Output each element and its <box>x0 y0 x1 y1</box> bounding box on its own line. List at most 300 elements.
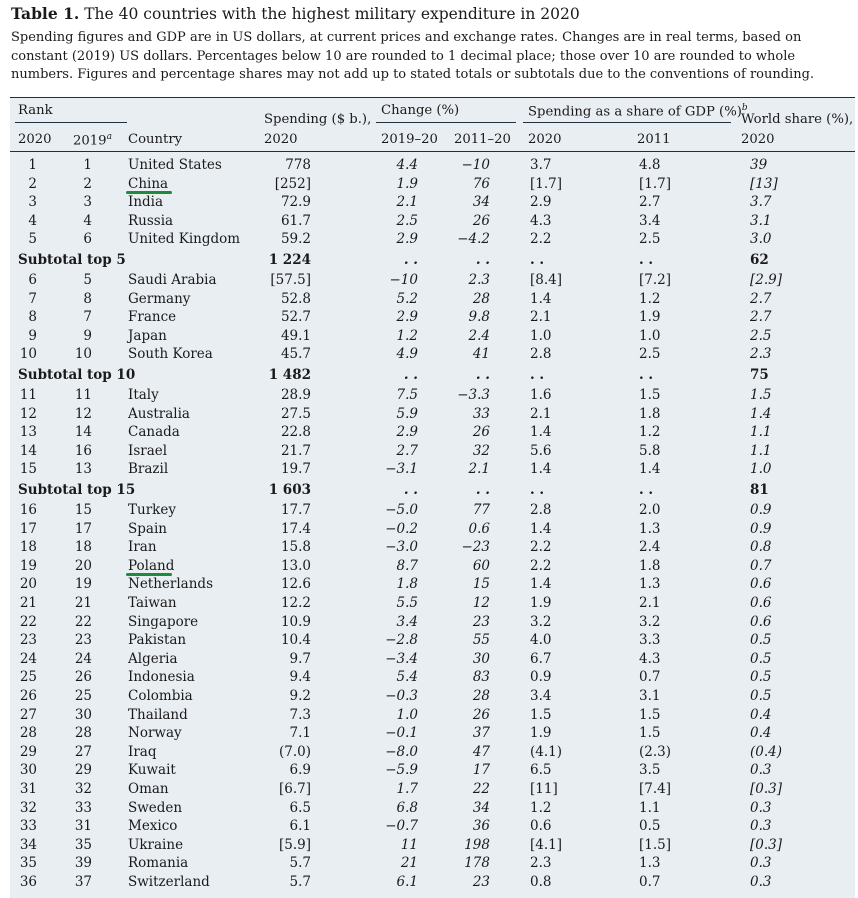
spending-cell: 7.1 <box>289 725 311 742</box>
change-header: Change (%) <box>381 103 460 118</box>
rank-2019-cell: 12 <box>74 405 92 422</box>
change-2011-20-cell: 47 <box>472 743 490 760</box>
spending-cell: 28.9 <box>280 387 311 403</box>
country-cell: Japan <box>128 327 167 344</box>
rank-2020-cell: 9 <box>28 327 37 344</box>
gdp-2020-cell: 2.3 <box>530 855 552 872</box>
spending-cell: 22.8 <box>280 424 311 441</box>
change-2011-20-cell: −10 <box>461 157 490 173</box>
change-2019-20-cell: 2.9 <box>396 309 418 326</box>
rank-2020-cell: 2 <box>28 175 37 192</box>
table-row <box>10 520 855 539</box>
spending-cell: 19.7 <box>280 461 311 478</box>
rank-2020-cell: 5 <box>28 231 37 248</box>
world-share-cell: 0.5 <box>750 632 772 649</box>
change-2019-20-cell: −0.2 <box>385 520 418 537</box>
change-2011-20-cell: −4.2 <box>457 231 490 248</box>
spending-cell: 9.2 <box>289 688 311 704</box>
change-2011-20-cell: 28 <box>472 290 490 307</box>
table-row <box>10 873 855 892</box>
country-cell: France <box>128 309 177 326</box>
table-row <box>10 650 855 669</box>
table-description: Spending figures and GDP are in US dollars, at current prices and exchange rates. Changes are in real terms, based on constant (2019) US dollars. Percentages below 10 are rounded to 1 decimal place; those over 10 are rounded to whole numbers. Figures and percentage shares may not add up to stated totals or subtotals due to the conventions of rounding. <box>11 30 815 83</box>
world-share-cell: 2.7 <box>750 290 772 307</box>
gdp-2011-cell: . . <box>639 481 654 498</box>
spending-cell: 7.3 <box>289 706 311 723</box>
table-row <box>10 836 855 855</box>
change-2011-20-cell: 23 <box>472 613 490 630</box>
gdp-2020-cell: 6.7 <box>530 650 552 667</box>
gdp-2020-cell: [1.7] <box>530 175 563 192</box>
gdp-2011-cell: 4.8 <box>639 157 661 173</box>
spending-cell: 1 224 <box>268 251 311 268</box>
country-cell: Indonesia <box>128 669 195 686</box>
rank-2020-cell: 11 <box>19 387 37 403</box>
spending-cell: 5.7 <box>289 874 311 890</box>
gdp-2020-cell: 2.2 <box>530 539 552 556</box>
change-2011-20-cell: 23 <box>472 874 490 890</box>
gdp-2011-cell: 2.0 <box>639 502 661 518</box>
world-share-cell: 75 <box>750 366 769 383</box>
gdp-2011-cell: 1.3 <box>639 520 661 537</box>
country-cell: Israel <box>128 442 168 459</box>
country-cell: United States <box>128 157 222 173</box>
world-share-cell: 2.7 <box>750 309 772 326</box>
country-cell: Spain <box>128 520 167 537</box>
change-2019-20-cell: 1.0 <box>396 706 418 723</box>
world-share-cell: 0.3 <box>750 874 772 890</box>
spending-cell: [252] <box>274 175 311 192</box>
rank-2019-cell: 11 <box>74 387 92 403</box>
spending-cell: 10.9 <box>280 613 311 630</box>
gdp-2011-cell: 1.8 <box>639 405 661 422</box>
world-share-cell: 0.3 <box>750 762 772 779</box>
rank-2019-cell: 28 <box>74 725 92 742</box>
change-2019-20-cell: 21 <box>400 855 418 872</box>
gdp-2011-cell: 1.5 <box>639 725 661 742</box>
country-cell: Saudi Arabia <box>128 272 217 288</box>
change-2011-20-cell: −23 <box>461 539 490 556</box>
country-cell: China <box>128 175 169 192</box>
gdp-2011-cell: . . <box>639 366 654 383</box>
rank-2019-cell: 31 <box>74 818 92 835</box>
subtotal-row <box>10 481 855 500</box>
country-cell: Russia <box>128 212 174 229</box>
spending-cell: 778 <box>285 157 311 173</box>
spending-cell: [57.5] <box>270 272 311 288</box>
header-rule <box>10 151 855 152</box>
spending-cell: 6.5 <box>289 799 311 816</box>
rank-2019-cell: 37 <box>74 874 92 890</box>
world-share-cell: 81 <box>750 481 769 498</box>
world-share-cell: 0.5 <box>750 669 772 686</box>
rank-2020-cell: 13 <box>19 424 37 441</box>
gdp-2011-cell: 3.2 <box>639 613 661 630</box>
rank-2019-cell: 19 <box>74 576 92 593</box>
change-2011-20-cell: 30 <box>472 650 490 667</box>
change-2019-20-cell: −5.9 <box>385 762 418 779</box>
gdp-2011-cell: 5.8 <box>639 442 661 459</box>
country-cell: Colombia <box>128 688 193 704</box>
spending-cell: 10.4 <box>280 632 311 649</box>
table-row <box>10 557 855 576</box>
rank-2020-cell: 21 <box>19 595 37 611</box>
gdp-2011-cell: 3.3 <box>639 632 661 649</box>
rank-2019-cell: 25 <box>74 688 92 704</box>
rank-2020-cell: 1 <box>28 157 37 173</box>
rank-2020-cell: 16 <box>19 502 37 518</box>
world-share-cell: 1.1 <box>750 424 772 441</box>
change-2019-20-cell: −2.8 <box>385 632 418 649</box>
rank-2019-cell: 21 <box>74 595 92 611</box>
change-2011-20-cell: . . <box>475 366 490 383</box>
change-2019-20-cell: . . <box>403 251 418 268</box>
spending-cell: 1 603 <box>268 481 311 498</box>
table-row <box>10 594 855 613</box>
change-2011-20-cell: 26 <box>472 212 490 229</box>
rank-2019-cell: 13 <box>74 461 92 478</box>
spending-cell: 9.4 <box>289 669 311 686</box>
country-cell: Norway <box>128 725 182 742</box>
table-row <box>10 724 855 743</box>
gdp-2011-cell: [1.5] <box>639 836 672 853</box>
gdp-2020-cell: 1.4 <box>530 461 552 478</box>
change-2011-20-header: 2011–20 <box>454 132 511 147</box>
rank-2019-cell: 26 <box>74 669 92 686</box>
rank-2020-cell: 3 <box>28 194 37 211</box>
table-row <box>10 442 855 461</box>
change-2019-20-cell: −3.1 <box>385 461 418 478</box>
spending-cell: 6.9 <box>289 762 311 779</box>
spending-cell: 17.7 <box>280 502 311 518</box>
world-share-cell: 0.9 <box>750 502 772 518</box>
change-2011-20-cell: . . <box>475 481 490 498</box>
table-row <box>10 631 855 650</box>
change-2011-20-cell: 34 <box>472 194 490 211</box>
change-2011-20-cell: 15 <box>472 576 490 593</box>
gdp-2020-cell: 3.7 <box>530 157 552 173</box>
change-2019-20-cell: 2.5 <box>396 212 418 229</box>
change-2011-20-cell: 28 <box>472 688 490 704</box>
gdp-2020-cell: 4.0 <box>530 632 552 649</box>
gdp-2020-cell: 2.1 <box>530 309 552 326</box>
world-share-year-header: 2020 <box>741 132 775 147</box>
gdp-2011-cell: 0.7 <box>639 669 661 686</box>
rank-2019-cell: 18 <box>74 539 92 556</box>
change-2011-20-cell: 26 <box>472 424 490 441</box>
rank-2019-cell: 24 <box>74 650 92 667</box>
country-cell: Kuwait <box>128 762 176 779</box>
rank-2019-cell: 1 <box>83 157 92 173</box>
rank-2020-cell: 14 <box>19 442 37 459</box>
world-share-cell: (0.4) <box>750 743 783 760</box>
change-2019-20-cell: 5.2 <box>396 290 418 307</box>
change-2011-20-cell: 2.4 <box>468 327 490 344</box>
gdp-2020-cell: . . <box>530 366 545 383</box>
table-row <box>10 706 855 725</box>
change-2011-20-cell: 55 <box>472 632 490 649</box>
change-2019-20-cell: −10 <box>389 272 418 288</box>
change-2011-20-cell: 36 <box>472 818 490 835</box>
change-2019-20-cell: 2.7 <box>396 442 418 459</box>
change-2019-20-cell: −3.0 <box>385 539 418 556</box>
table-row <box>10 761 855 780</box>
rank-2020-cell: 7 <box>28 290 37 307</box>
footnote-b: b <box>741 103 748 113</box>
spending-cell: 15.8 <box>280 539 311 556</box>
change-2019-20-cell: 1.7 <box>396 781 418 797</box>
country-cell: Ukraine <box>128 836 184 853</box>
table-row <box>10 575 855 594</box>
change-2011-20-cell: 17 <box>472 762 490 779</box>
spending-cell: 6.1 <box>289 818 311 835</box>
change-2019-20-cell: 5.5 <box>396 595 418 611</box>
rank-2019-cell: 4 <box>83 212 92 229</box>
gdp-2011-cell: 1.3 <box>639 576 661 593</box>
change-2011-20-cell: 41 <box>472 346 490 363</box>
world-share-cell: 1.0 <box>750 461 772 478</box>
change-2011-20-cell: 26 <box>472 706 490 723</box>
change-2019-20-cell: −8.0 <box>385 743 418 760</box>
rank-2020-header: 2020 <box>18 132 52 147</box>
gdp-2020-header: 2020 <box>528 132 562 147</box>
change-2019-20-cell: 2.9 <box>396 231 418 248</box>
change-2011-20-cell: 76 <box>472 175 490 192</box>
rank-2019-cell: 10 <box>74 346 92 363</box>
country-cell: Turkey <box>128 502 176 518</box>
world-share-cell: 39 <box>750 157 768 173</box>
rank-2020-cell: 8 <box>28 309 37 326</box>
spending-cell: 59.2 <box>280 231 311 248</box>
rank-2020-cell: 32 <box>19 799 37 816</box>
world-share-cell: [0.3] <box>750 781 783 797</box>
rank-2019-cell: 22 <box>74 613 92 630</box>
gdp-share-header <box>528 103 748 119</box>
world-share-cell: 0.8 <box>750 539 772 556</box>
rank-2020-cell: 34 <box>19 836 37 853</box>
change-2019-20-cell: 2.9 <box>396 424 418 441</box>
rank-2020-cell: 18 <box>19 539 37 556</box>
country-cell: Algeria <box>128 650 178 667</box>
table-title-text: The 40 countries with the highest military expenditure in 2020 <box>84 5 580 23</box>
rank-2020-cell: 36 <box>19 874 37 890</box>
spending-cell: 52.8 <box>280 290 311 307</box>
country-cell: Pakistan <box>128 632 187 649</box>
spending-cell: 45.7 <box>280 346 311 363</box>
change-2019-20-cell: −5.0 <box>385 502 418 518</box>
gdp-2020-cell: . . <box>530 251 545 268</box>
world-share-cell: 1.4 <box>750 405 772 422</box>
gdp-2020-cell: 1.0 <box>530 327 552 344</box>
table-row <box>10 230 855 249</box>
gdp-2011-cell: [7.2] <box>639 272 672 288</box>
world-share-cell: 0.6 <box>750 613 772 630</box>
table-row <box>10 308 855 327</box>
world-share-cell: 0.4 <box>750 725 772 742</box>
table-row <box>10 193 855 212</box>
gdp-2020-cell: 1.6 <box>530 387 552 403</box>
change-2019-20-cell: 7.5 <box>396 387 418 403</box>
table-row <box>10 405 855 424</box>
gdp-2020-cell: 3.2 <box>530 613 552 630</box>
spending-cell: 13.0 <box>280 557 311 574</box>
table-row <box>10 780 855 799</box>
change-2019-20-header: 2019–20 <box>381 132 438 147</box>
country-cell: Thailand <box>128 706 188 723</box>
rank-header: Rank <box>18 103 53 118</box>
change-2011-20-cell: 77 <box>472 502 490 518</box>
country-cell: Singapore <box>128 613 199 630</box>
gdp-2020-cell: 1.9 <box>530 595 552 611</box>
rank-2019-cell: 17 <box>74 520 92 537</box>
subtotal-label: Subtotal top 10 <box>18 366 136 383</box>
change-2019-20-cell: 1.9 <box>396 175 418 192</box>
country-cell: Australia <box>128 405 190 422</box>
table-row <box>10 613 855 632</box>
rank-2020-cell: 30 <box>19 762 37 779</box>
gdp-2011-cell: 2.1 <box>639 595 661 611</box>
spending-header: Spending ($ b.), <box>264 112 372 127</box>
world-share-cell: 2.3 <box>750 346 772 363</box>
country-cell: Iraq <box>128 743 157 760</box>
change-2019-20-cell: 4.9 <box>396 346 418 363</box>
gdp-2020-cell: 0.8 <box>530 874 552 890</box>
gdp-2011-cell: 3.5 <box>639 762 661 779</box>
world-share-cell: 0.5 <box>750 650 772 667</box>
change-2011-20-cell: 33 <box>472 405 490 422</box>
gdp-2020-cell: [4.1] <box>530 836 563 853</box>
table-row <box>10 501 855 520</box>
spending-cell: 72.9 <box>280 194 311 211</box>
change-2019-20-cell: 8.7 <box>396 557 418 574</box>
gdp-2011-cell: . . <box>639 251 654 268</box>
change-2019-20-cell: 11 <box>400 836 418 853</box>
rank-2020-cell: 19 <box>19 557 37 574</box>
rank-2020-cell: 33 <box>19 818 37 835</box>
country-header: Country <box>128 132 183 147</box>
gdp-2011-cell: [7.4] <box>639 781 672 797</box>
rank-2019-label: 2019 <box>73 133 107 149</box>
rank-2020-cell: 15 <box>19 461 37 478</box>
rank-2019-cell: 6 <box>83 231 92 248</box>
change-2019-20-cell: −0.3 <box>385 688 418 704</box>
world-share-cell: 0.3 <box>750 818 772 835</box>
world-share-cell: 0.5 <box>750 688 772 704</box>
country-cell: Poland <box>128 557 175 574</box>
change-2019-20-cell: 5.4 <box>396 669 418 686</box>
rank-2020-cell: 23 <box>19 632 37 649</box>
gdp-2011-cell: 1.1 <box>639 799 661 816</box>
world-share-cell: [13] <box>750 175 778 192</box>
gdp-2020-cell: 0.9 <box>530 669 552 686</box>
change-2011-20-cell: 32 <box>472 442 490 459</box>
table-row <box>10 175 855 194</box>
spending-cell: [5.9] <box>278 836 311 853</box>
gdp-2011-cell: 2.5 <box>639 231 661 248</box>
change-2011-20-cell: 12 <box>472 595 490 611</box>
gdp-2020-cell: 1.9 <box>530 725 552 742</box>
country-cell: Germany <box>128 290 191 307</box>
change-2019-20-cell: −3.4 <box>385 650 418 667</box>
country-cell: Iran <box>128 539 157 556</box>
data-table <box>10 97 855 898</box>
rank-2020-cell: 27 <box>19 706 37 723</box>
change-2019-20-cell: 4.4 <box>396 157 418 173</box>
gdp-2011-cell: 2.7 <box>639 194 661 211</box>
gdp-2011-cell: 2.5 <box>639 346 661 363</box>
table-row <box>10 423 855 442</box>
gdp-2011-cell: [1.7] <box>639 175 672 192</box>
change-2019-20-cell: −0.7 <box>385 818 418 835</box>
rank-2019-cell: 30 <box>74 706 92 723</box>
table-row <box>10 687 855 706</box>
gdp-2020-cell: 2.1 <box>530 405 552 422</box>
rank-2019-cell: 15 <box>74 502 92 518</box>
table-row <box>10 271 855 290</box>
change-rule <box>376 122 516 123</box>
country-cell: South Korea <box>128 346 213 363</box>
change-2011-20-cell: 198 <box>464 836 490 853</box>
rank-2020-cell: 20 <box>19 576 37 593</box>
change-2019-20-cell: . . <box>403 366 418 383</box>
gdp-2011-cell: 1.4 <box>639 461 661 478</box>
world-share-cell: 0.3 <box>750 799 772 816</box>
gdp-2020-cell: 2.2 <box>530 557 552 574</box>
rank-2019-cell: 8 <box>83 290 92 307</box>
spending-cell: 49.1 <box>280 327 311 344</box>
gdp-2011-cell: 4.3 <box>639 650 661 667</box>
gdp-2011-cell: 3.1 <box>639 688 661 704</box>
table-row <box>10 212 855 231</box>
table-row <box>10 668 855 687</box>
world-share-cell: 62 <box>750 251 769 268</box>
gdp-2011-cell: 1.3 <box>639 855 661 872</box>
subtotal-row <box>10 251 855 270</box>
gdp-2011-header: 2011 <box>637 132 671 147</box>
gdp-2020-cell: [11] <box>530 781 558 797</box>
world-share-cell: 3.0 <box>750 231 772 248</box>
gdp-2020-cell: 6.5 <box>530 762 552 779</box>
gdp-2011-cell: (2.3) <box>639 743 672 760</box>
gdp-2020-cell: 1.2 <box>530 799 552 816</box>
rank-2020-cell: 6 <box>28 272 37 288</box>
spending-cell: (7.0) <box>278 743 311 760</box>
spending-cell: 5.7 <box>289 855 311 872</box>
country-cell: Italy <box>128 387 159 403</box>
rank-2019-cell: 14 <box>74 424 92 441</box>
rank-2019-cell: 9 <box>83 327 92 344</box>
footnote-a: a <box>106 132 112 142</box>
gdp-rule <box>523 122 731 123</box>
change-2011-20-cell: . . <box>475 251 490 268</box>
rank-2019-cell: 39 <box>74 855 92 872</box>
rank-2019-cell: 35 <box>74 836 92 853</box>
rank-2019-cell: 20 <box>74 557 92 574</box>
country-cell: India <box>128 194 164 211</box>
subtotal-label: Subtotal top 15 <box>18 481 136 498</box>
change-2019-20-cell: 6.1 <box>396 874 418 890</box>
world-share-cell: [0.3] <box>750 836 783 853</box>
gdp-2020-cell: 1.4 <box>530 576 552 593</box>
rank-2019-cell: 23 <box>74 632 92 649</box>
table-row <box>10 345 855 364</box>
world-share-cell: 0.3 <box>750 855 772 872</box>
rank-2020-cell: 17 <box>19 520 37 537</box>
gdp-2020-cell: 2.9 <box>530 194 552 211</box>
change-2011-20-cell: 178 <box>464 855 490 872</box>
table-row <box>10 799 855 818</box>
gdp-2011-cell: 1.0 <box>639 327 661 344</box>
